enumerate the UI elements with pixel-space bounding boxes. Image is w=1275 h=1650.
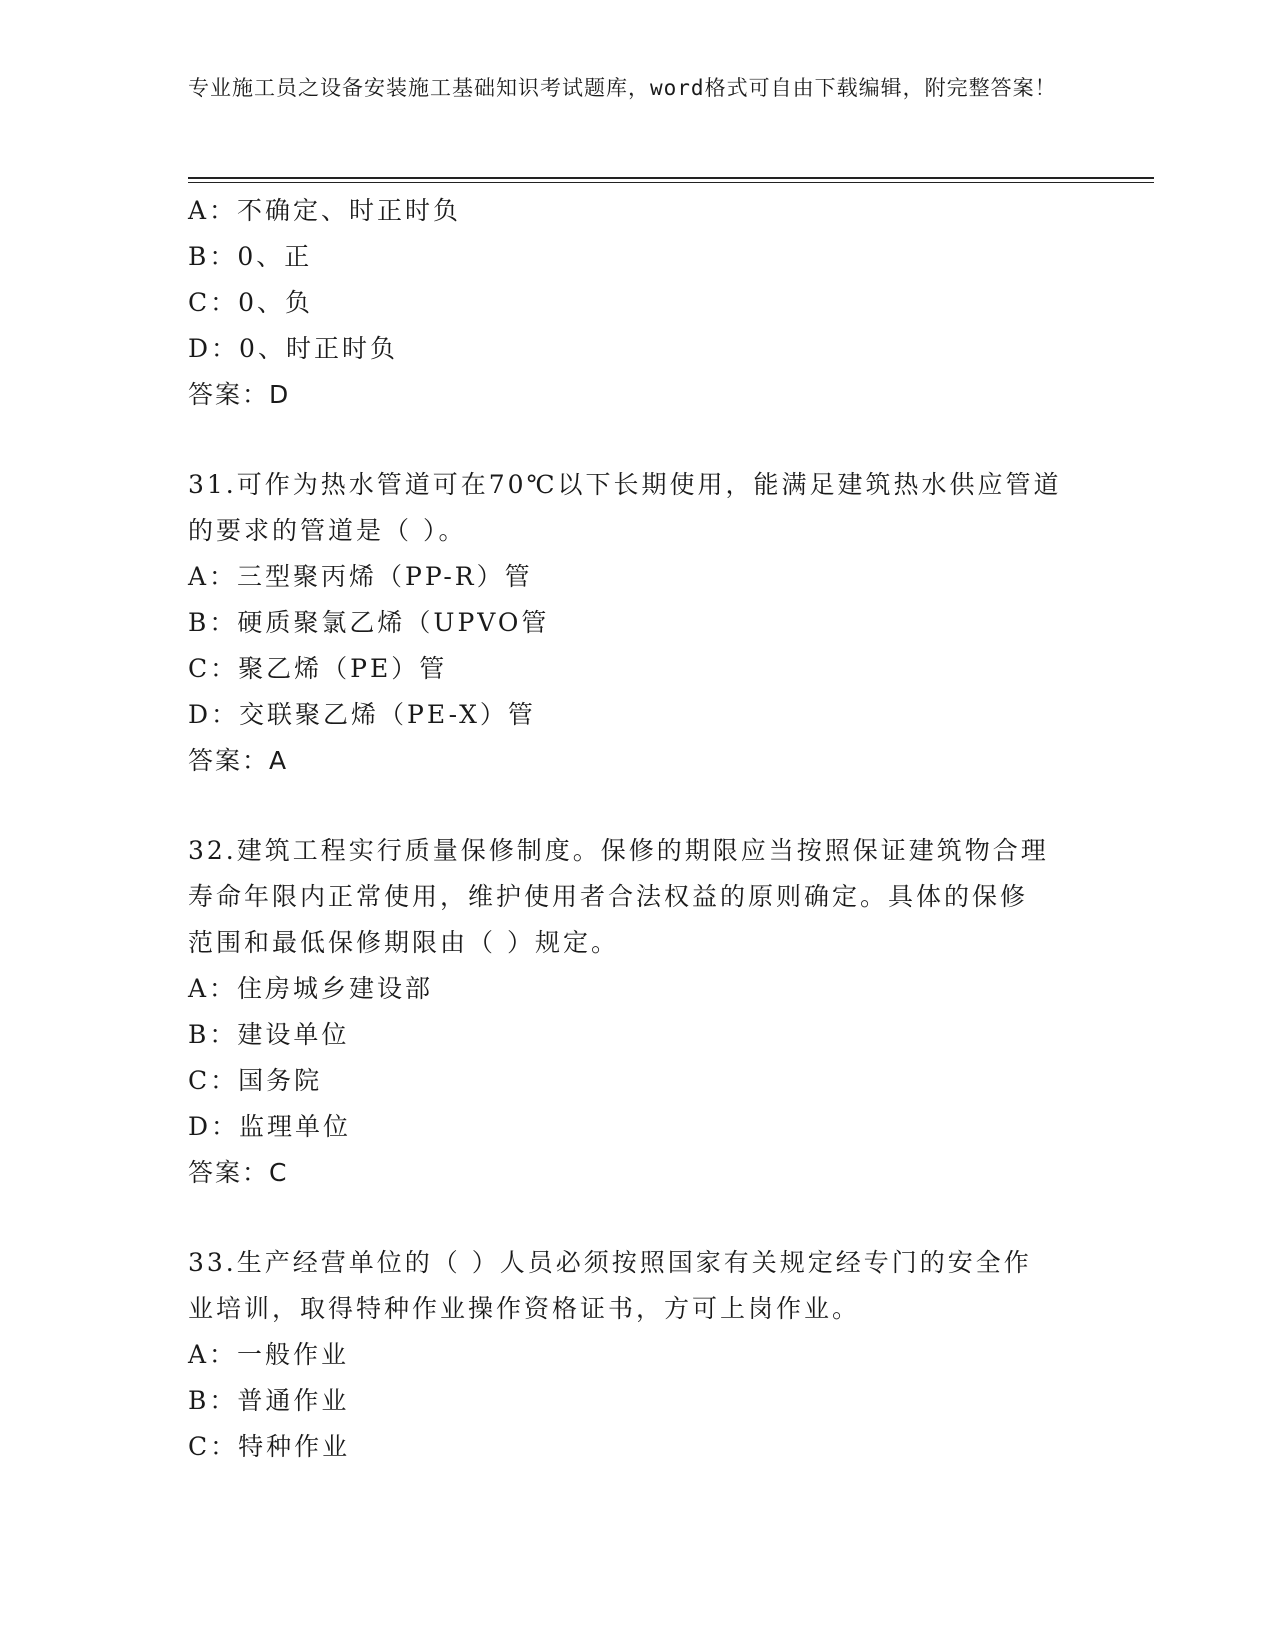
question-31 [188,462,1088,784]
question-stem: 32.建筑工程实行质量保修制度。保修的期限应当按照保证建筑物合理 [188,836,1049,865]
option-c: C：0、负 [188,288,314,317]
question-stem: 业培训，取得特种作业操作资格证书，方可上岗作业。 [188,1294,861,1323]
question-stem: 寿命年限内正常使用，维护使用者合法权益的原则确定。具体的保修 [188,882,1029,911]
question-33 [188,1240,1088,1470]
option-d: D：监理单位 [188,1112,352,1141]
question-list [188,188,1088,1470]
option-b: B：硬质聚氯乙烯（UPVO管 [188,608,550,637]
option-d: D：交联聚乙烯（PE-X）管 [188,700,536,729]
answer-label: 答案：C [188,1158,289,1187]
option-d: D：0、时正时负 [188,334,398,363]
option-b: B：建设单位 [188,1020,350,1049]
option-c: C：特种作业 [188,1432,351,1461]
question-stem: 的要求的管道是（ ）。 [188,516,467,545]
document-header: 专业施工员之设备安装施工基础知识考试题库，word格式可自由下载编辑，附完整答案！ [188,76,1057,100]
option-a: A：不确定、时正时负 [188,196,462,225]
spacer [188,418,1088,462]
option-a: A：住房城乡建设部 [188,974,434,1003]
spacer [188,784,1088,828]
answer-label: 答案：A [188,746,289,775]
spacer [188,1196,1088,1240]
option-b: B：0、正 [188,242,313,271]
question-30 [188,188,1088,418]
option-c: C：聚乙烯（PE）管 [188,654,448,683]
option-a: A：一般作业 [188,1340,350,1369]
header-rule-thin [188,182,1154,183]
option-a: A：三型聚丙烯（PP-R）管 [188,562,533,591]
question-32 [188,828,1088,1196]
answer-label: 答案：D [188,380,291,409]
option-c: C：国务院 [188,1066,323,1095]
question-stem: 范围和最低保修期限由（ ）规定。 [188,928,619,957]
question-stem: 33.生产经营单位的（ ）人员必须按照国家有关规定经专门的安全作 [188,1248,1032,1277]
header-rule-thick [188,177,1154,179]
question-stem: 31.可作为热水管道可在70℃以下长期使用，能满足建筑热水供应管道 [188,470,1062,499]
option-b: B：普通作业 [188,1386,350,1415]
